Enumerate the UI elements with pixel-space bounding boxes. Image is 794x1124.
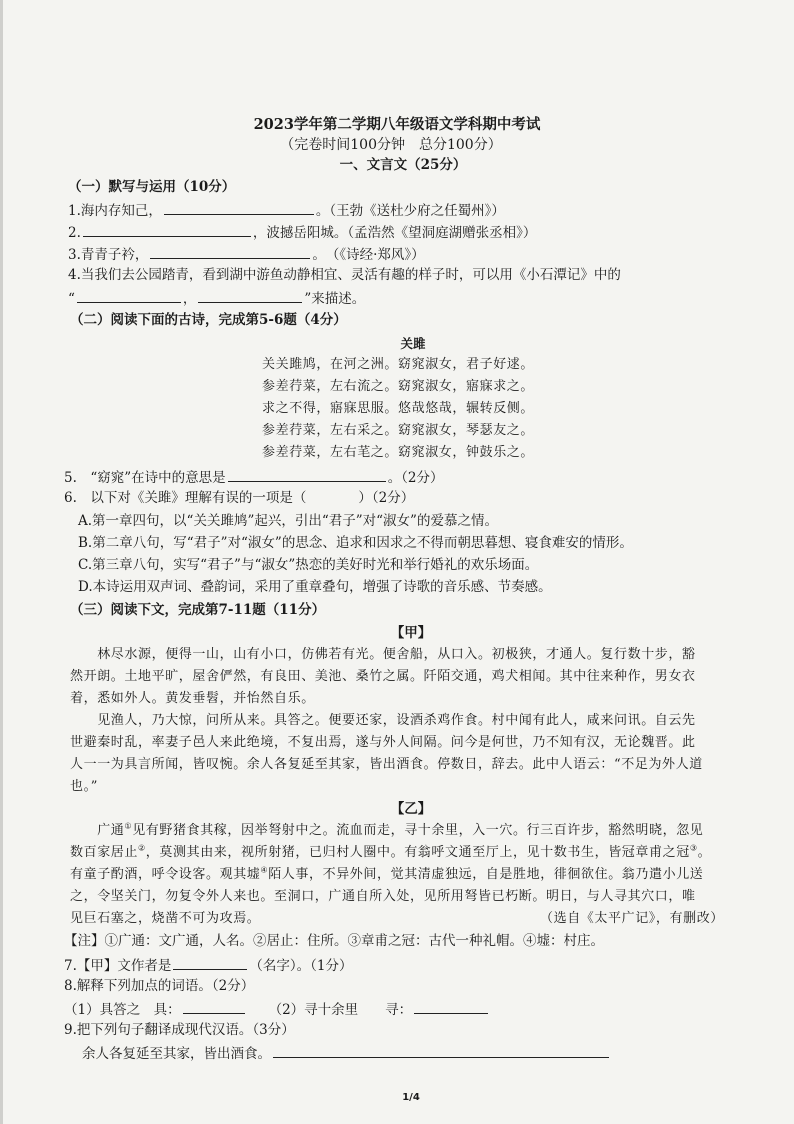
passage-jia-line: 着，悉如外人。黄发垂髫，并怡然自乐。 [70,691,315,706]
answer-blank-3[interactable] [150,244,310,259]
question-5-text: 5. “窈窕”在诗中的意思是 [64,470,226,486]
answer-blank-1[interactable] [164,200,314,215]
question-5-points: 。（2分） [387,470,444,486]
yi-text: 数百家居止 [70,845,139,860]
answer-blank-8-2[interactable] [414,999,488,1014]
question-8-item-2: （2）寻十余里 寻： [268,1002,413,1018]
question-3-text: 3.青青子衿， [68,247,149,263]
footnote-mark: ② [138,843,146,853]
passage-yi-line: 见巨石塞之，烧凿不可为攻焉。 [70,911,261,926]
passage-yi-source: （选自《太平广记》，有删改） [540,911,724,926]
question-1-source: 。（王勃《送杜少府之任蜀州》） [315,203,505,219]
passage-jia-line: 世避秦时乱，率妻子邑人来此绝境，不复出焉，遂与外人间隔。问今是何世，乃不知有汉，无论魏晋。此 [70,735,696,750]
question-3-source: 。 （《诗经·郑风》） [312,247,425,263]
option-b: B.第二章八句，写“君子”对“淑女”的思念、追求和因求之不得而朝思暮想、寝食难安的情形。 [78,535,633,551]
question-1 [68,200,505,220]
answer-blank-7[interactable] [173,955,247,970]
part-one-heading: 一、文言文（25分） [339,157,467,173]
poem-line: 关关雎鸠，在河之洲。窈窕淑女，君子好逑。 [262,357,535,372]
passage-jia-line: 人一一为具言所闻，皆叹惋。余人各复延至其家，皆出酒食。停数日，辞去。此中人语云：“不足为外人道 [70,757,703,772]
question-9-sentence-row [82,1043,611,1063]
passage-jia-line: 林尽水源，便得一山，山有小口，仿佛若有光。便舍船，从口入。初极狭，才通人。复行数十步，豁 [70,647,696,662]
question-6-points: ）（2分） [358,490,415,506]
passage-yi-line [70,844,711,862]
passage-jia-line: 也。” [70,779,98,794]
option-d: D.本诗运用双声词、叠韵词，采用了重章叠句，增强了诗歌的音乐感、节奏感。 [78,579,552,595]
passage-yi-label: 【乙】 [390,801,432,817]
question-7-text: 7.【甲】文作者是 [64,958,172,974]
question-3 [68,244,425,264]
comma: ， [182,291,197,307]
page-edge [0,0,3,1124]
question-7-points: （名字）。（1分） [249,958,353,974]
yi-text: 。 [697,845,712,860]
question-9-sentence: 余人各复延至其家，皆出酒食。 [82,1046,271,1062]
question-2-num: 2. [68,225,81,241]
option-c: C.第三章八句，实写“君子”与“淑女”热恋的美好时光和举行婚礼的欢乐场面。 [78,557,539,573]
footnotes: 【注】①广通：文广通，人名。②居止：住所。③章甫之冠：古代一种礼帽。④墟：村庄。 [64,933,604,949]
poem-title: 关雎 [400,336,426,351]
footnote-mark: ④ [260,865,269,875]
question-2 [68,222,536,242]
question-1-text: 1.海内存知己， [68,203,162,219]
passage-jia-line: 然开朗。土地平旷，屋舍俨然，有良田、美池、桑竹之属。阡陌交通，鸡犬相闻。其中往来种作，男女衣 [70,669,696,684]
option-a: A.第一章四句，以“关关雎鸠”起兴，引出“君子”对“淑女”的爱慕之情。 [78,513,498,529]
answer-blank-9[interactable] [273,1043,609,1058]
question-8-item-1: （1）具答之 具： [64,1002,181,1018]
question-6-text: 6. 以下对《关雎》理解有误的一项是（ [64,490,307,506]
poem-line: 参差荇菜，左右芼之。窈窕淑女，钟鼓乐之。 [262,445,535,460]
footnote-mark: ① [124,821,133,831]
passage-yi-line [70,866,703,884]
answer-blank-4b[interactable] [198,288,302,303]
exam-subtitle: （完卷时间100分钟 总分100分） [280,137,502,153]
question-2-text: ，波撼岳阳城。（孟浩然《望洞庭湖赠张丞相》） [252,225,537,241]
question-4-line-2 [68,288,365,308]
page-number: 1/4 [402,1092,420,1103]
passage-yi-line [70,822,703,840]
question-4-tail: ”来描述。 [304,291,366,307]
answer-blank-8-1[interactable] [183,999,245,1014]
yi-text: 见有野猪食其稼，因举弩射中之。流血而走，寻十余里，入一穴。行三百许步，豁然明晓，忽见 [132,823,704,838]
section-1-heading: （一）默写与运用（10分） [68,179,236,195]
question-7 [64,955,352,975]
poem-line: 参差荇菜，左右流之。窈窕淑女，寤寐求之。 [262,379,535,394]
question-8-items [64,999,490,1019]
yi-text: 有童子酌酒，呼令设客。观其墟 [70,867,261,882]
passage-jia-line: 见渔人，乃大惊，问所从来。具答之。便要还家，设酒杀鸡作食。村中闻有此人，咸来问讯。自云先 [70,713,696,728]
poem-line: 求之不得，寤寐思服。悠哉悠哉，辗转反侧。 [262,401,535,416]
yi-text: 陌人事，不异外间，觉其清虚独远，自是胜地，徘徊欲住。翁乃遣小儿送 [268,867,704,882]
section-3-heading: （三）阅读下文，完成第7-11题（11分） [70,602,326,618]
section-2-heading: （二）阅读下面的古诗，完成第5-6题（4分） [70,312,347,328]
exam-title: 2023学年第二学期八年级语文学科期中考试 [253,116,541,133]
question-8: 8.解释下列加点的词语。（2分） [64,978,255,994]
question-6 [64,489,414,507]
open-quote: “ [68,291,75,307]
yi-text: 广通 [70,823,125,838]
passage-yi-line: 之，令坚关门，勿复令外人来也。至洞口，广通自所入处，见所用弩皆已朽断。明日，与人寻其穴口，唯 [70,889,696,904]
question-4-line-1: 4.当我们去公园踏青，看到湖中游鱼动静相宜、灵活有趣的样子时，可以用《小石潭记》中的 [68,267,621,283]
yi-text: ，莫测其由来，视所射猪，已归村人圈中。有翁呼文通至厅上，见十数书生，皆冠章甫之冠 [145,845,690,860]
poem-line: 参差荇菜，左右采之。窈窕淑女，琴瑟友之。 [262,423,535,438]
answer-blank-5[interactable] [228,467,386,482]
answer-blank-4a[interactable] [77,288,181,303]
footnote-mark: ③ [689,843,698,853]
question-9: 9.把下列句子翻译成现代汉语。（3分） [64,1022,295,1038]
answer-blank-2[interactable] [83,222,251,237]
question-5 [64,467,444,487]
passage-jia-label: 【甲】 [390,625,432,641]
